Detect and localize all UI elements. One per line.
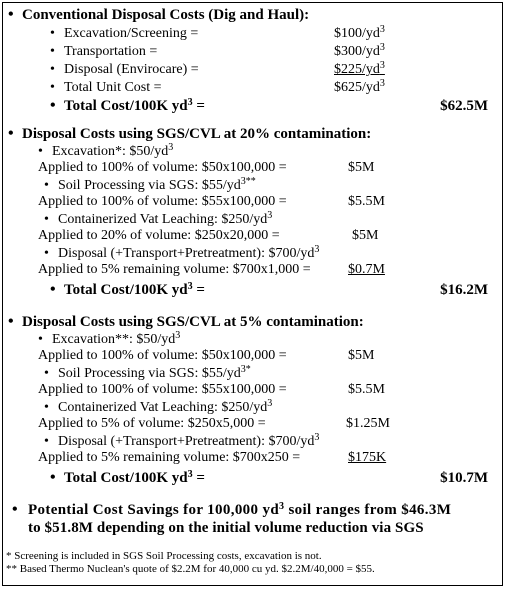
s2-item-value: $5.5M bbox=[348, 194, 385, 209]
s3-item-value: $5.5M bbox=[348, 382, 385, 397]
s3-item-label: Soil Processing via SGS: $\$55/yd^{3*}$ bbox=[58, 364, 251, 381]
s2-item-value: $5M bbox=[352, 228, 379, 243]
s1-item-label: Disposal (Envirocare) = bbox=[64, 62, 199, 77]
savings-bullet: • bbox=[12, 501, 18, 518]
total-bullet: • bbox=[50, 281, 56, 298]
s2-item-calc: Applied to 5% remaining volume: $700x1,000 = bbox=[38, 262, 311, 277]
item-bullet: • bbox=[44, 400, 49, 415]
s1-item-label: Total Unit Cost = bbox=[64, 80, 162, 95]
item-bullet: • bbox=[38, 144, 43, 159]
s1-item-label: Excavation/Screening = bbox=[64, 26, 199, 41]
section-2-heading: Disposal Costs using SGS/CVL at 20% contamination: bbox=[22, 126, 372, 142]
total-bullet: • bbox=[50, 469, 56, 486]
s3-item-calc: Applied to 100% of volume: $55x100,000 = bbox=[38, 382, 287, 397]
s2-item-value: $0.7M bbox=[348, 262, 385, 277]
item-bullet: • bbox=[50, 62, 55, 77]
s2-item-label: Disposal (+Transport+Pretreatment): $\$700/yd^3$ bbox=[58, 244, 320, 261]
section-bullet: • bbox=[8, 6, 14, 23]
item-bullet: • bbox=[50, 44, 55, 59]
item-bullet: • bbox=[44, 366, 49, 381]
s2-total-value: $16.2M bbox=[440, 282, 488, 298]
section-3-heading: Disposal Costs using SGS/CVL at 5% contamination: bbox=[22, 314, 364, 330]
section-bullet: • bbox=[8, 125, 14, 142]
section-1-heading: Conventional Disposal Costs (Dig and Haul): bbox=[22, 7, 310, 23]
s2-item-label: Excavation*: $\$50/yd^3$ bbox=[52, 142, 174, 159]
s2-total-label: Total Cost/100K $yd^3$ = bbox=[64, 281, 205, 298]
s3-item-calc: Applied to 100% of volume: $50x100,000 = bbox=[38, 348, 287, 363]
section-bullet: • bbox=[8, 313, 14, 330]
s2-item-label: Containerized Vat Leaching: $\$250/yd^3$ bbox=[58, 210, 273, 227]
footnote-2: ** Based Thermo Nuclean's quote of $2.2M for 40,000 cu yd. $2.2M/40,000 = $55. bbox=[6, 563, 375, 575]
s3-item-calc: Applied to 5% remaining volume: $700x250 = bbox=[38, 450, 301, 465]
s1-item-value: $\$225/yd^3$ bbox=[334, 60, 385, 77]
s3-item-value: $1.25M bbox=[346, 416, 390, 431]
item-bullet: • bbox=[44, 178, 49, 193]
s3-item-label: Disposal (+Transport+Pretreatment): $\$700/yd^3$ bbox=[58, 432, 320, 449]
s1-item-label: Transportation = bbox=[64, 44, 158, 59]
s1-item-value: $\$300/yd^3$ bbox=[334, 42, 385, 59]
footnote-1: * Screening is included in SGS Soil Processing costs, excavation is not. bbox=[6, 550, 322, 562]
s2-item-value: $5M bbox=[348, 160, 375, 175]
savings-line-1: Potential Cost Savings for 100,000 $yd^3$ soil ranges from $46.3M bbox=[28, 501, 452, 518]
s3-total-label: Total Cost/100K $yd^3$ = bbox=[64, 469, 205, 486]
savings-line-2: to $51.8M depending on the initial volume reduction via SGS bbox=[28, 520, 424, 536]
item-bullet: • bbox=[50, 80, 55, 95]
total-bullet: • bbox=[50, 97, 56, 114]
s3-total-value: $10.7M bbox=[440, 470, 488, 486]
s1-item-value: $\$100/yd^3$ bbox=[334, 24, 385, 41]
s2-item-calc: Applied to 100% of volume: $50x100,000 = bbox=[38, 160, 287, 175]
item-bullet: • bbox=[44, 212, 49, 227]
s3-item-label: Containerized Vat Leaching: $\$250/yd^3$ bbox=[58, 398, 273, 415]
item-bullet: • bbox=[44, 246, 49, 261]
s2-item-calc: Applied to 100% of volume: $55x100,000 = bbox=[38, 194, 287, 209]
s1-item-value: $\$625/yd^3$ bbox=[334, 78, 385, 95]
s3-item-calc: Applied to 5% of volume: $250x5,000 = bbox=[38, 416, 266, 431]
item-bullet: • bbox=[44, 434, 49, 449]
s3-item-label: Excavation**: $\$50/yd^3$ bbox=[52, 330, 181, 347]
s2-item-calc: Applied to 20% of volume: $250x20,000 = bbox=[38, 228, 280, 243]
s3-item-value: $175K bbox=[348, 450, 387, 465]
item-bullet: • bbox=[38, 332, 43, 347]
s1-total-value: $62.5M bbox=[440, 98, 488, 114]
item-bullet: • bbox=[50, 26, 55, 41]
s1-total-label: Total Cost/100K $yd^3$ = bbox=[64, 97, 205, 114]
s3-item-value: $5M bbox=[348, 348, 375, 363]
s2-item-label: Soil Processing via SGS: $\$55/yd^{3**}$ bbox=[58, 176, 256, 193]
